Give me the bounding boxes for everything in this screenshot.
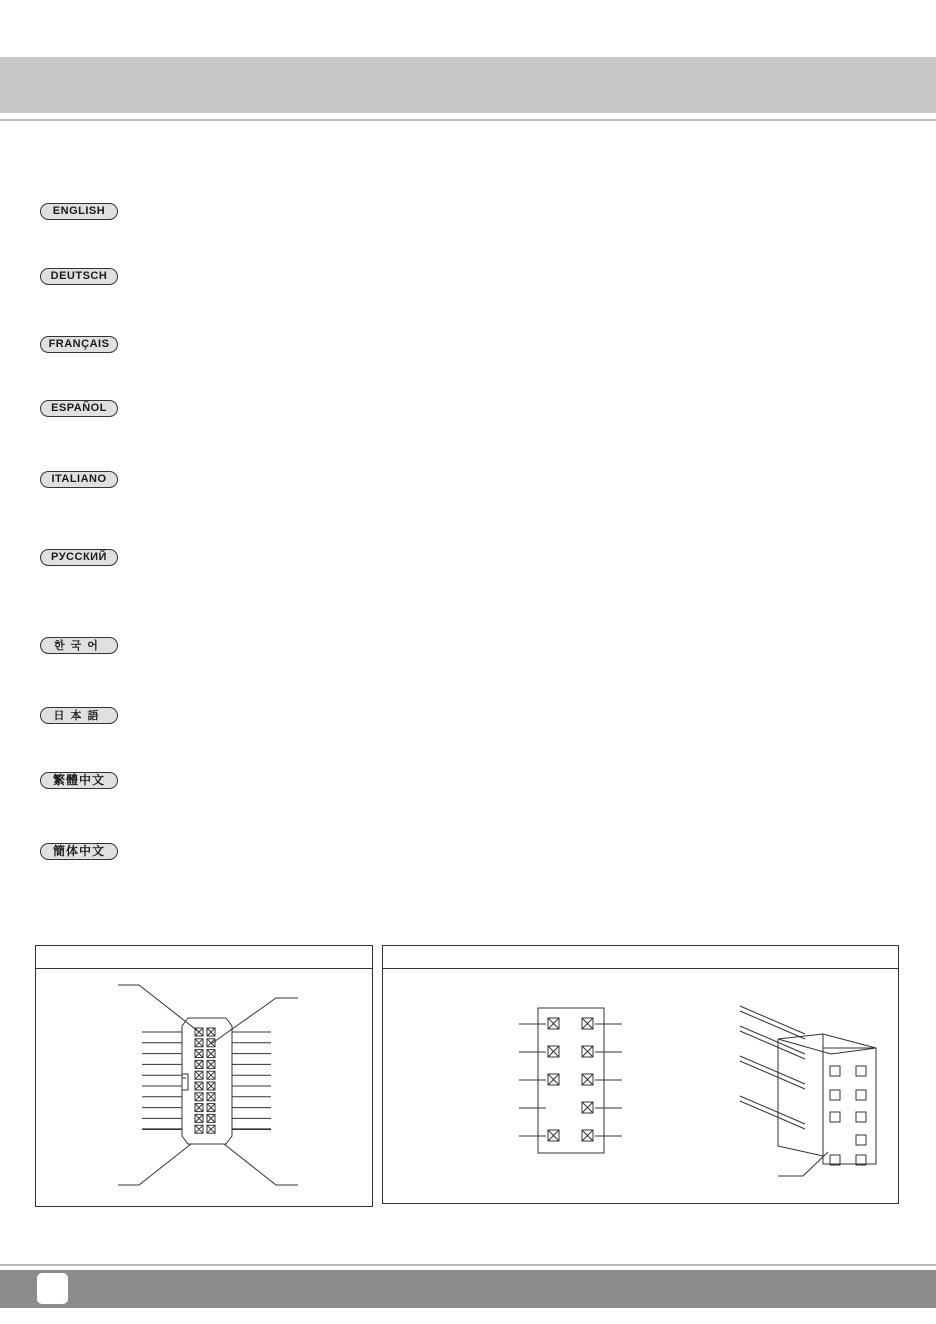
header-rule bbox=[0, 119, 936, 121]
pin-12 bbox=[207, 1082, 215, 1090]
lang-badge-english: ENGLISH bbox=[40, 203, 118, 220]
header-pin-right-1 bbox=[582, 1018, 593, 1029]
pin-3 bbox=[195, 1039, 203, 1047]
lang-badge-japanese: 日本語 bbox=[40, 707, 118, 724]
callout-bottom-left bbox=[118, 1144, 191, 1185]
pin-11 bbox=[195, 1082, 203, 1090]
housing-hole-right-1 bbox=[856, 1066, 866, 1076]
pin-16 bbox=[207, 1104, 215, 1112]
pin-7 bbox=[195, 1060, 203, 1068]
pin-10 bbox=[207, 1071, 215, 1079]
footer-rule bbox=[0, 1264, 936, 1266]
nine-pin-header-diagram bbox=[383, 946, 898, 1203]
pin-14 bbox=[207, 1093, 215, 1101]
lang-badge-italiano: ITALIANO bbox=[40, 471, 118, 488]
pin-6 bbox=[207, 1050, 215, 1058]
pin-17 bbox=[195, 1114, 203, 1122]
pin-wire-upper-2 bbox=[740, 1056, 805, 1084]
callout-top-right bbox=[211, 998, 298, 1044]
pin-20 bbox=[207, 1125, 215, 1133]
lang-badge-simp-chinese: 簡体中文 bbox=[40, 843, 118, 860]
twenty-pin-connector-diagram bbox=[36, 946, 372, 1206]
lang-badge-korean: 한국어 bbox=[40, 637, 118, 654]
lang-badge-russian: РУССКИЙ bbox=[40, 549, 118, 566]
housing-top bbox=[778, 1034, 876, 1054]
housing-hole-right-4 bbox=[856, 1135, 866, 1145]
connector-diagram-panel-right bbox=[382, 945, 899, 1204]
header-pin-left-5 bbox=[548, 1130, 559, 1141]
pin-2 bbox=[207, 1028, 215, 1036]
connector-key-notch bbox=[182, 1074, 188, 1090]
lang-badge-deutsch: DEUTSCH bbox=[40, 268, 118, 285]
housing-hole-left-1 bbox=[830, 1066, 840, 1076]
pin-13 bbox=[195, 1093, 203, 1101]
header-band bbox=[0, 57, 936, 113]
lang-badge-trad-chinese: 繁體中文 bbox=[40, 772, 118, 789]
housing-hole-left-2 bbox=[830, 1090, 840, 1100]
housing-hole-left-3 bbox=[830, 1112, 840, 1122]
pin-18 bbox=[207, 1114, 215, 1122]
header-pin-right-5 bbox=[582, 1130, 593, 1141]
header-pin-right-4 bbox=[582, 1102, 593, 1113]
housing-hole-right-3 bbox=[856, 1112, 866, 1122]
page-number-box bbox=[37, 1273, 68, 1304]
pin-15 bbox=[195, 1104, 203, 1112]
pin-wire-lower-2 bbox=[740, 1061, 805, 1089]
header-pin-left-2 bbox=[548, 1046, 559, 1057]
lang-badge-espanol: ESPAÑOL bbox=[40, 400, 118, 417]
header-pin-right-3 bbox=[582, 1074, 593, 1085]
pin-wire-lower-3 bbox=[740, 1101, 805, 1129]
header-pin-right-2 bbox=[582, 1046, 593, 1057]
footer-band bbox=[0, 1270, 936, 1308]
housing-front bbox=[823, 1048, 876, 1164]
callout-top-left bbox=[118, 985, 199, 1032]
pin-8 bbox=[207, 1060, 215, 1068]
connector-diagram-panel-left bbox=[35, 945, 373, 1207]
pin-4 bbox=[207, 1039, 215, 1047]
pin-9 bbox=[195, 1071, 203, 1079]
header-pin-left-1 bbox=[548, 1018, 559, 1029]
pin-5 bbox=[195, 1050, 203, 1058]
lang-badge-francais: FRANÇAIS bbox=[40, 336, 118, 353]
pin-19 bbox=[195, 1125, 203, 1133]
pin-wire-upper-3 bbox=[740, 1096, 805, 1124]
header-pin-left-3 bbox=[548, 1074, 559, 1085]
housing-hole-right-2 bbox=[856, 1090, 866, 1100]
callout-bottom-right bbox=[224, 1144, 298, 1185]
